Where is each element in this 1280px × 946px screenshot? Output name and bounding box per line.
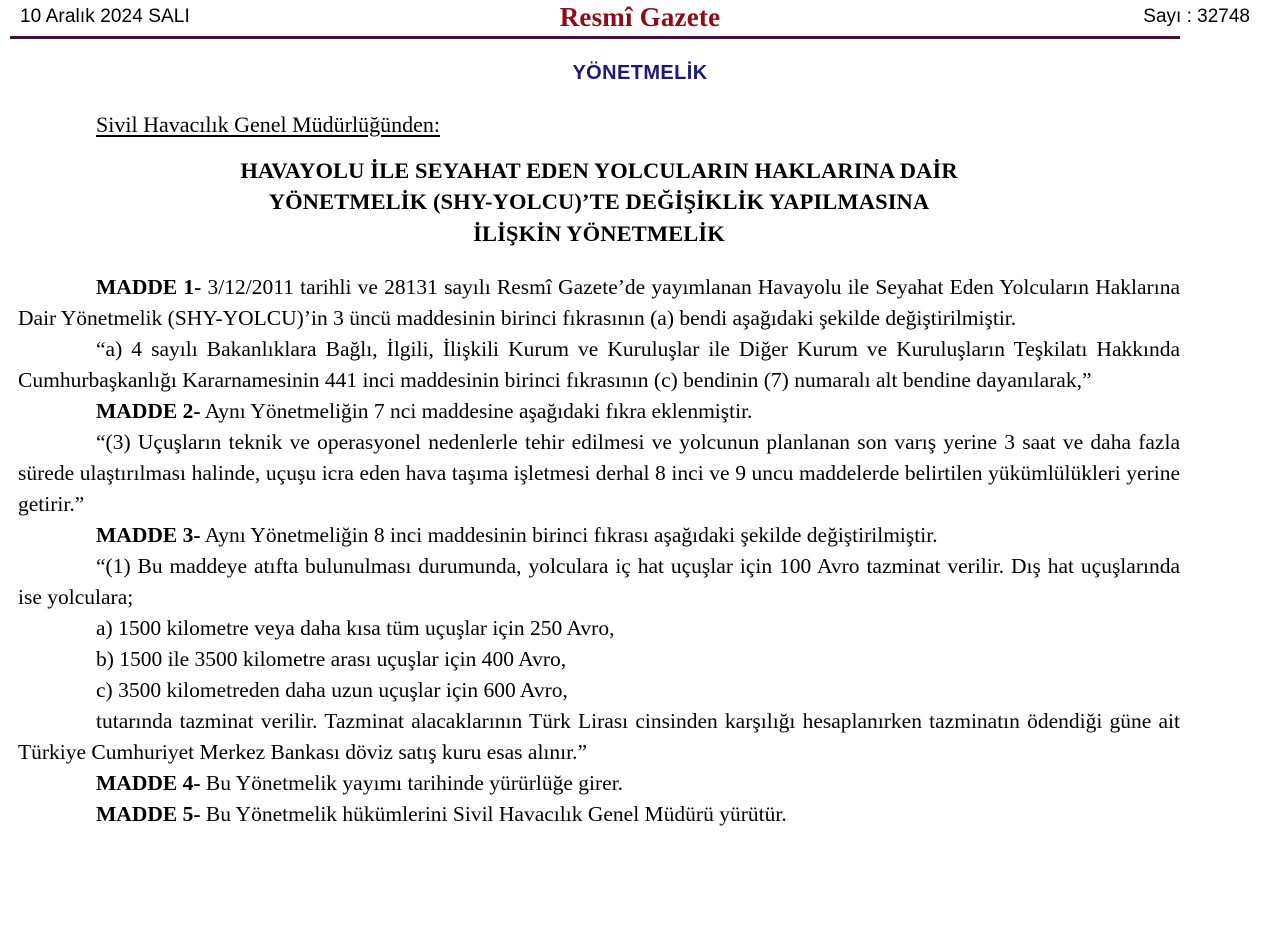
article-1-label: MADDE 1- (96, 275, 202, 300)
issue-number: Sayı : 32748 (1143, 6, 1250, 27)
header-divider-rule (10, 36, 1180, 39)
article-3-text: Aynı Yönetmeliğin 8 inci maddesinin birinci fıkrası aşağıdaki şekilde değiştirilmiştir. (200, 522, 938, 547)
article-3-label: MADDE 3- (96, 522, 201, 547)
section-heading: YÖNETMELİK (572, 62, 708, 84)
articles-container (18, 272, 1180, 829)
article-4-paragraph (18, 768, 1180, 799)
article-5-text: Bu Yönetmelik hükümlerini Sivil Havacılık Genel Müdürü yürütür. (200, 801, 787, 826)
compensation-item-a: a) 1500 kilometre veya daha kısa tüm uçuşlar için 250 Avro, (96, 615, 615, 640)
article-2-label: MADDE 2- (96, 399, 201, 424)
article-2-paragraph (18, 396, 1180, 427)
page-title (18, 155, 1180, 251)
document-body (0, 111, 1280, 829)
issuing-authority-label: Sivil Havacılık Genel Müdürlüğünden: (96, 112, 440, 137)
article-3-closing: tutarında tazminat verilir. Tazminat alacaklarının Türk Lirası cinsinden karşılığı hesaplanırken tazminatın ödendiği güne ait Türkiye Cumhuriyet Merkez Bankası döviz satış kuru esas alınır.” (18, 708, 1180, 764)
publication-date: 10 Aralık 2024 SALI (20, 6, 190, 27)
article-2-text: Aynı Yönetmeliğin 7 nci maddesine aşağıdaki fıkra eklenmiştir. (200, 399, 753, 424)
article-1-text: 3/12/2011 tarihli ve 28131 sayılı Resmî Gazete’de yayımlanan Havayolu ile Seyahat Eden Yolcuların Haklarına Dair Yönetmelik (SHY-YOLCU)’in 3 üncü maddesinin birinci fıkrasının (a) bendi aşağıdaki şekilde değiştirilmiştir. (18, 275, 1180, 331)
page-title-line-2: YÖNETMELİK (SHY-YOLCU)’TE DEĞİŞİKLİK YAPILMASINA (268, 189, 930, 215)
article-5-paragraph (18, 799, 1180, 830)
gazette-title: Resmî Gazete (559, 2, 721, 32)
article-1-quote: “a) 4 sayılı Bakanlıklara Bağlı, İlgili, İlişkili Kurum ve Kuruluşlar ile Diğer Kurum ve Kuruluşların Teşkilatı Hakkında Cumhurbaşkanlığı Kararnamesinin 441 inci maddesinin birinci fıkrasının (c) bendinin (7) numaralı alt bendine dayanılarak,” (18, 337, 1180, 393)
article-4-label: MADDE 4- (96, 770, 201, 795)
page-title-line-3: İLİŞKİN YÖNETMELİK (473, 221, 725, 247)
compensation-item-c: c) 3500 kilometreden daha uzun uçuşlar için 600 Avro, (96, 677, 568, 702)
masthead (0, 0, 1280, 34)
issuing-authority (96, 111, 1180, 139)
article-1-paragraph (18, 272, 1180, 334)
article-3-paragraph (18, 520, 1180, 551)
page-title-line-1: HAVAYOLU İLE SEYAHAT EDEN YOLCULARIN HAKLARINA DAİR (240, 157, 958, 183)
article-2-quote: “(3) Uçuşların teknik ve operasyonel nedenlerle tehir edilmesi ve yolcunun planlanan son varış yerine 3 saat ve daha fazla sürede ulaştırılması halinde, uçuşu icra eden hava taşıma işletmesi derhal 8 inci ve 9 uncu maddelerde belirtilen yükümlülükleri yerine getirir.” (18, 430, 1180, 516)
article-3-quote: “(1) Bu maddeye atıfta bulunulması durumunda, yolculara iç hat uçuşlar için 100 Avro tazminat verilir. Dış hat uçuşlarında ise yolculara; (18, 553, 1180, 609)
article-5-label: MADDE 5- (96, 801, 201, 826)
compensation-item-b: b) 1500 ile 3500 kilometre arası uçuşlar için 400 Avro, (96, 646, 567, 671)
article-4-text: Bu Yönetmelik yayımı tarihinde yürürlüğe girer. (200, 770, 624, 795)
